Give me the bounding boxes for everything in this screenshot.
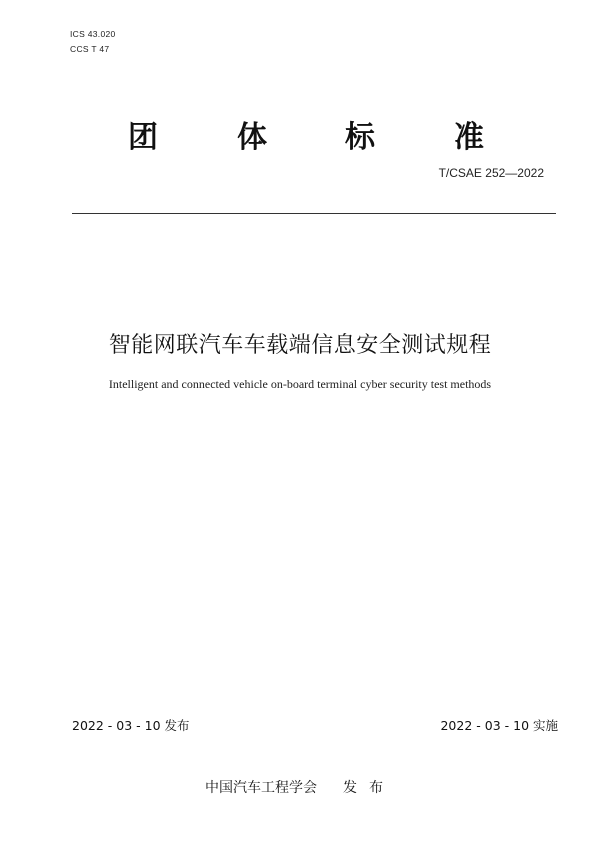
standard-type-char: 标 [345, 120, 375, 155]
standard-type-heading [0, 112, 600, 155]
standard-type-char: 准 [454, 120, 484, 155]
publisher-line [0, 777, 600, 797]
document-title-chinese: 智能网联汽车车载端信息安全测试规程 [108, 333, 492, 358]
issue-date: 2022 - 03 - 10 发布 [72, 718, 190, 733]
header-divider [72, 213, 556, 214]
publish-action: 发布 [343, 780, 395, 796]
standard-number: T/CSAE 252—2022 [438, 166, 544, 180]
implementation-date: 2022 - 03 - 10 实施 [440, 718, 558, 733]
publisher-name: 中国汽车工程学会 [205, 780, 317, 796]
document-title-english: Intelligent and connected vehicle on-board terminal cyber security test methods [108, 377, 492, 391]
standard-type-char: 体 [237, 120, 267, 155]
ics-code: ICS 43.020 [70, 29, 116, 39]
ccs-code: CCS T 47 [70, 44, 110, 54]
standard-type-char: 团 [128, 120, 158, 155]
